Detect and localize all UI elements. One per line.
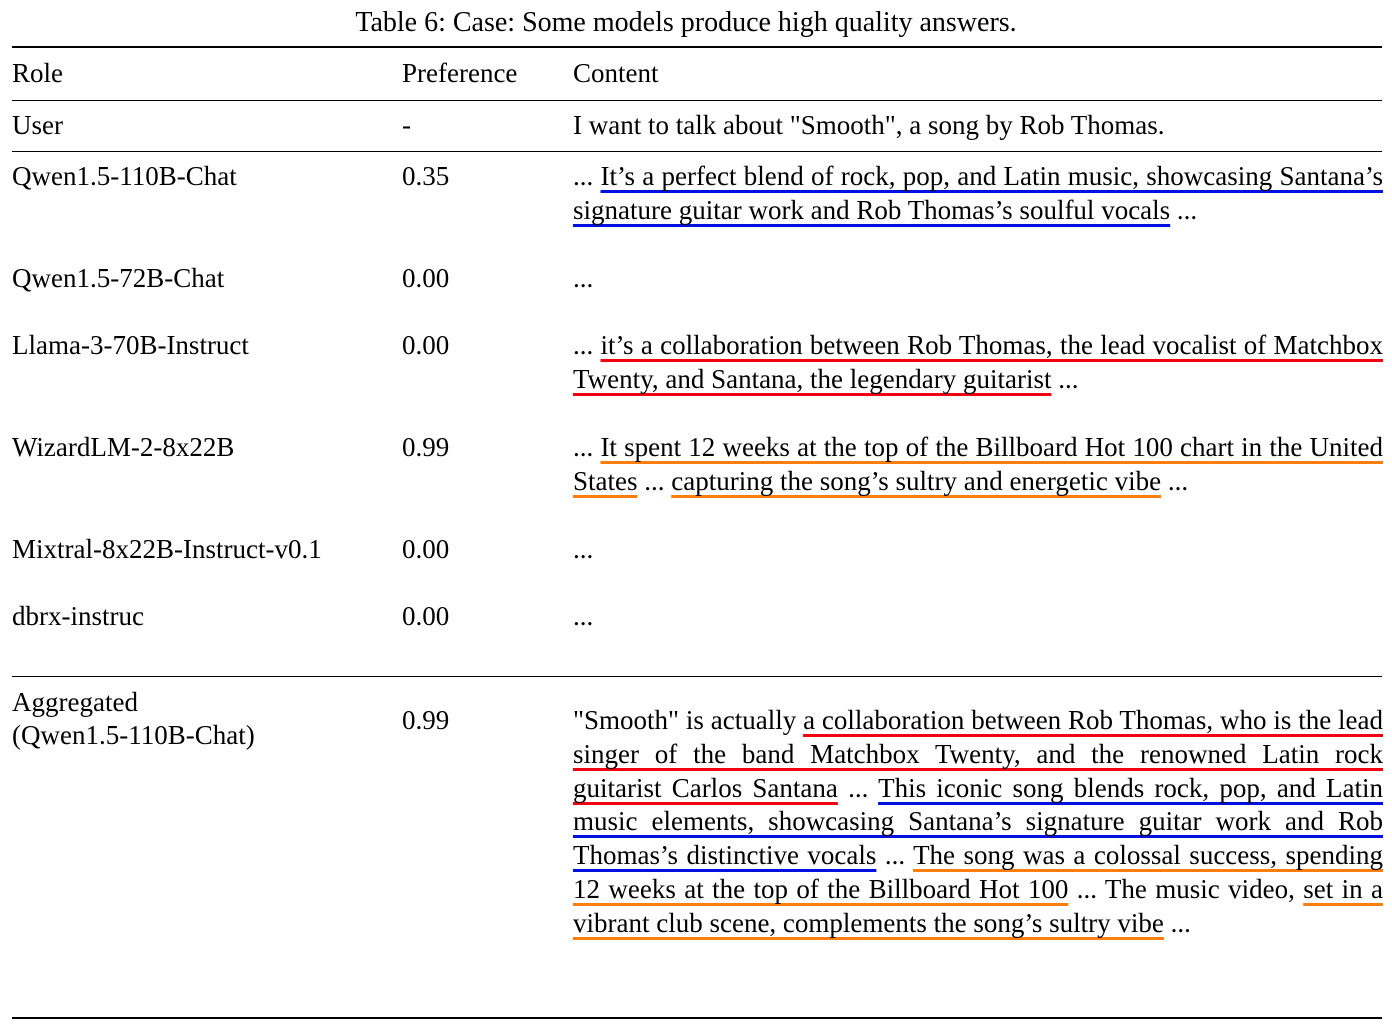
model-preference: 0.00 bbox=[402, 330, 450, 360]
highlighted-span-orange: set in a vibrant club scene, complements the song’s sultry vibe bbox=[573, 873, 1383, 938]
aggregated-role-line2: (Qwen1.5-110B-Chat) bbox=[12, 720, 255, 750]
aggregated-rule bbox=[12, 676, 1382, 677]
content-text: ... bbox=[1161, 465, 1189, 496]
aggregated-role bbox=[12, 686, 392, 752]
model-content bbox=[573, 160, 1383, 228]
model-content bbox=[573, 431, 1383, 499]
content-text: ... The music video, bbox=[1068, 873, 1304, 904]
model-preference: 0.00 bbox=[402, 263, 450, 293]
top-rule bbox=[12, 46, 1382, 48]
content-text: ... bbox=[1051, 363, 1079, 394]
model-role: Qwen1.5-72B-Chat bbox=[12, 263, 225, 293]
model-content bbox=[573, 533, 1383, 567]
content-text: ... bbox=[1170, 194, 1198, 225]
content-text: ... bbox=[1163, 907, 1191, 938]
model-content bbox=[573, 262, 1383, 296]
user-preference: - bbox=[402, 110, 411, 140]
aggregated-content bbox=[573, 704, 1383, 941]
header-role: Role bbox=[12, 58, 63, 88]
content-text: ... bbox=[573, 601, 594, 631]
content-text: ... bbox=[876, 840, 914, 871]
model-role: Mixtral-8x22B-Instruct-v0.1 bbox=[12, 534, 322, 564]
model-preference: 0.35 bbox=[402, 161, 450, 191]
model-preference: 0.99 bbox=[402, 432, 450, 462]
model-role: Qwen1.5-110B-Chat bbox=[12, 161, 237, 191]
model-content bbox=[573, 329, 1383, 397]
content-text: ... bbox=[573, 330, 601, 360]
content-text: ... bbox=[573, 161, 601, 191]
model-role: WizardLM-2-8x22B bbox=[12, 432, 235, 462]
user-content: I want to talk about "Smooth", a song by Rob Thomas. bbox=[573, 110, 1165, 140]
highlighted-span-red: it’s a collaboration between Rob Thomas, the lead vocalist of Matchbox Twenty, and Santana, the legendary guitarist bbox=[573, 330, 1383, 394]
aggregated-preference: 0.99 bbox=[402, 705, 450, 735]
header-content: Content bbox=[573, 58, 659, 88]
table-caption: Table 6: Case: Some models produce high quality answers. bbox=[355, 7, 1017, 38]
model-preference: 0.00 bbox=[402, 601, 450, 631]
content-text: ... bbox=[573, 263, 594, 293]
highlighted-span-blue: It’s a perfect blend of rock, pop, and Latin music, showcasing Santana’s signature guitar work and Rob Thomas’s soulful vocals bbox=[573, 161, 1384, 225]
content-text: ... bbox=[637, 465, 672, 496]
model-content bbox=[573, 600, 1383, 634]
content-text: "Smooth" is actually bbox=[573, 705, 804, 735]
highlighted-span-orange: capturing the song’s sultry and energetic vibe bbox=[671, 465, 1162, 496]
user-rule bbox=[12, 151, 1382, 152]
content-text: ... bbox=[573, 432, 601, 462]
highlighted-span-red: a collaboration between Rob Thomas, who is the lead singer of the band Matchbox Twenty, and the renowned Latin rock guitarist Carlos Santana bbox=[573, 705, 1384, 803]
content-text: ... bbox=[837, 772, 879, 803]
highlighted-span-blue: This iconic song blends rock, pop, and Latin music elements, showcasing Santana’s signature guitar work and Rob Thomas’s distinctive vocals bbox=[573, 772, 1384, 871]
model-preference: 0.00 bbox=[402, 534, 450, 564]
header-rule bbox=[12, 100, 1382, 101]
model-role: dbrx-instruc bbox=[12, 601, 144, 631]
bottom-rule bbox=[12, 1017, 1382, 1019]
header-preference: Preference bbox=[402, 58, 518, 88]
highlighted-span-orange: It spent 12 weeks at the top of the Billboard Hot 100 chart in the United States bbox=[573, 432, 1383, 496]
content-text: ... bbox=[573, 534, 594, 564]
model-role: Llama-3-70B-Instruct bbox=[12, 330, 249, 360]
highlighted-span-orange: The song was a colossal success, spending 12 weeks at the top of the Billboard Hot 100 bbox=[573, 840, 1383, 904]
user-role: User bbox=[12, 110, 63, 140]
aggregated-role-line1: Aggregated bbox=[12, 687, 138, 717]
